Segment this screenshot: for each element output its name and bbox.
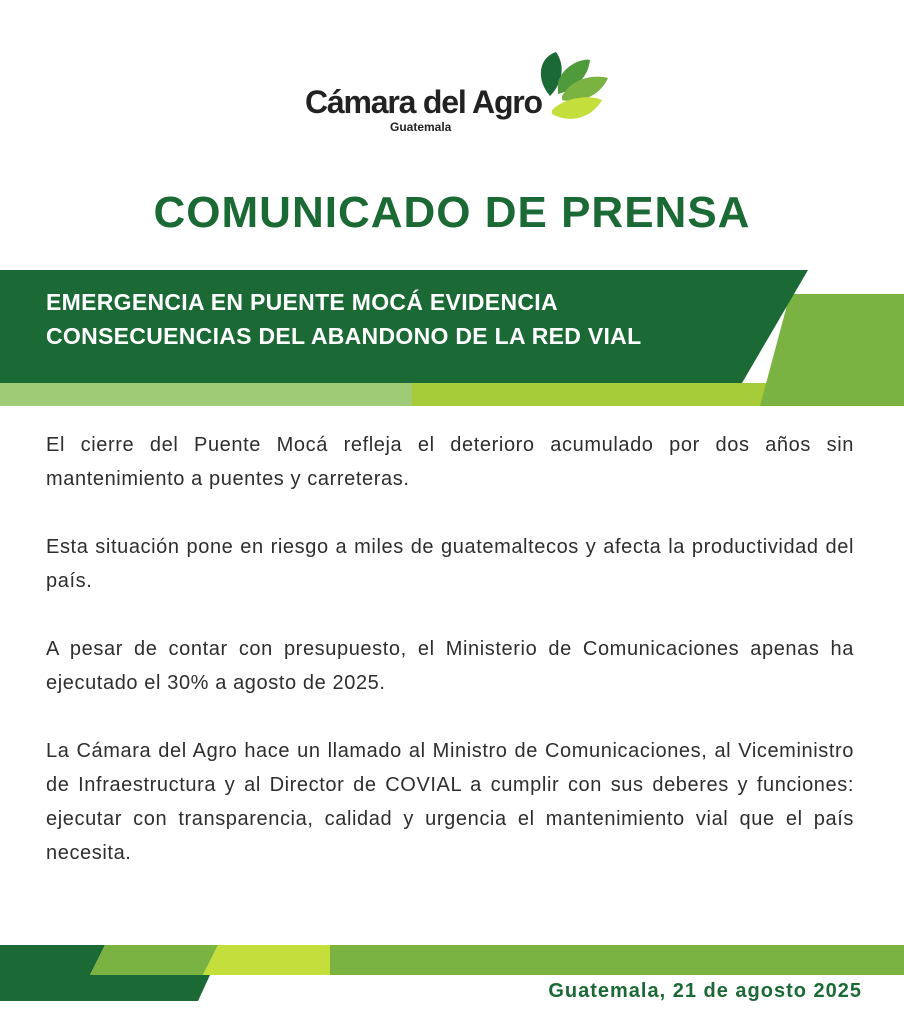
logo-subtitle: Guatemala bbox=[390, 120, 452, 134]
paragraph-1: El cierre del Puente Mocá refleja el deterioro acumulado por dos años sin mantenimiento a puentes y carreteras. bbox=[46, 434, 854, 490]
paragraph-3: A pesar de contar con presupuesto, el Ministerio de Comunicaciones apenas ha ejecutado el 30% a agosto de 2025. bbox=[46, 638, 854, 694]
logo-wordmark: Cámara del Agro bbox=[305, 84, 542, 120]
paragraph-4: La Cámara del Agro hace un llamado al Ministro de Comunicaciones, al Viceministro de Infraestructura y al Director de COVIAL a cumplir con sus deberes y funciones: ejecutar con transparencia, calidad y urgencia el mantenimiento vial que el país necesita. bbox=[46, 740, 854, 864]
press-release-body bbox=[46, 428, 854, 904]
headline-line-1: EMERGENCIA EN PUENTE MOCÁ EVIDENCIA bbox=[46, 289, 558, 315]
camara-del-agro-logo bbox=[300, 48, 610, 140]
headline-line-2: CONSECUENCIAS DEL ABANDONO DE LA RED VIAL bbox=[46, 323, 642, 349]
footer-date: Guatemala, 21 de agosto 2025 bbox=[548, 980, 862, 1002]
headline bbox=[46, 285, 786, 353]
page-title: COMUNICADO DE PRENSA bbox=[153, 188, 751, 237]
paragraph-2: Esta situación pone en riesgo a miles de guatemaltecos y afecta la productividad del país. bbox=[46, 536, 854, 592]
